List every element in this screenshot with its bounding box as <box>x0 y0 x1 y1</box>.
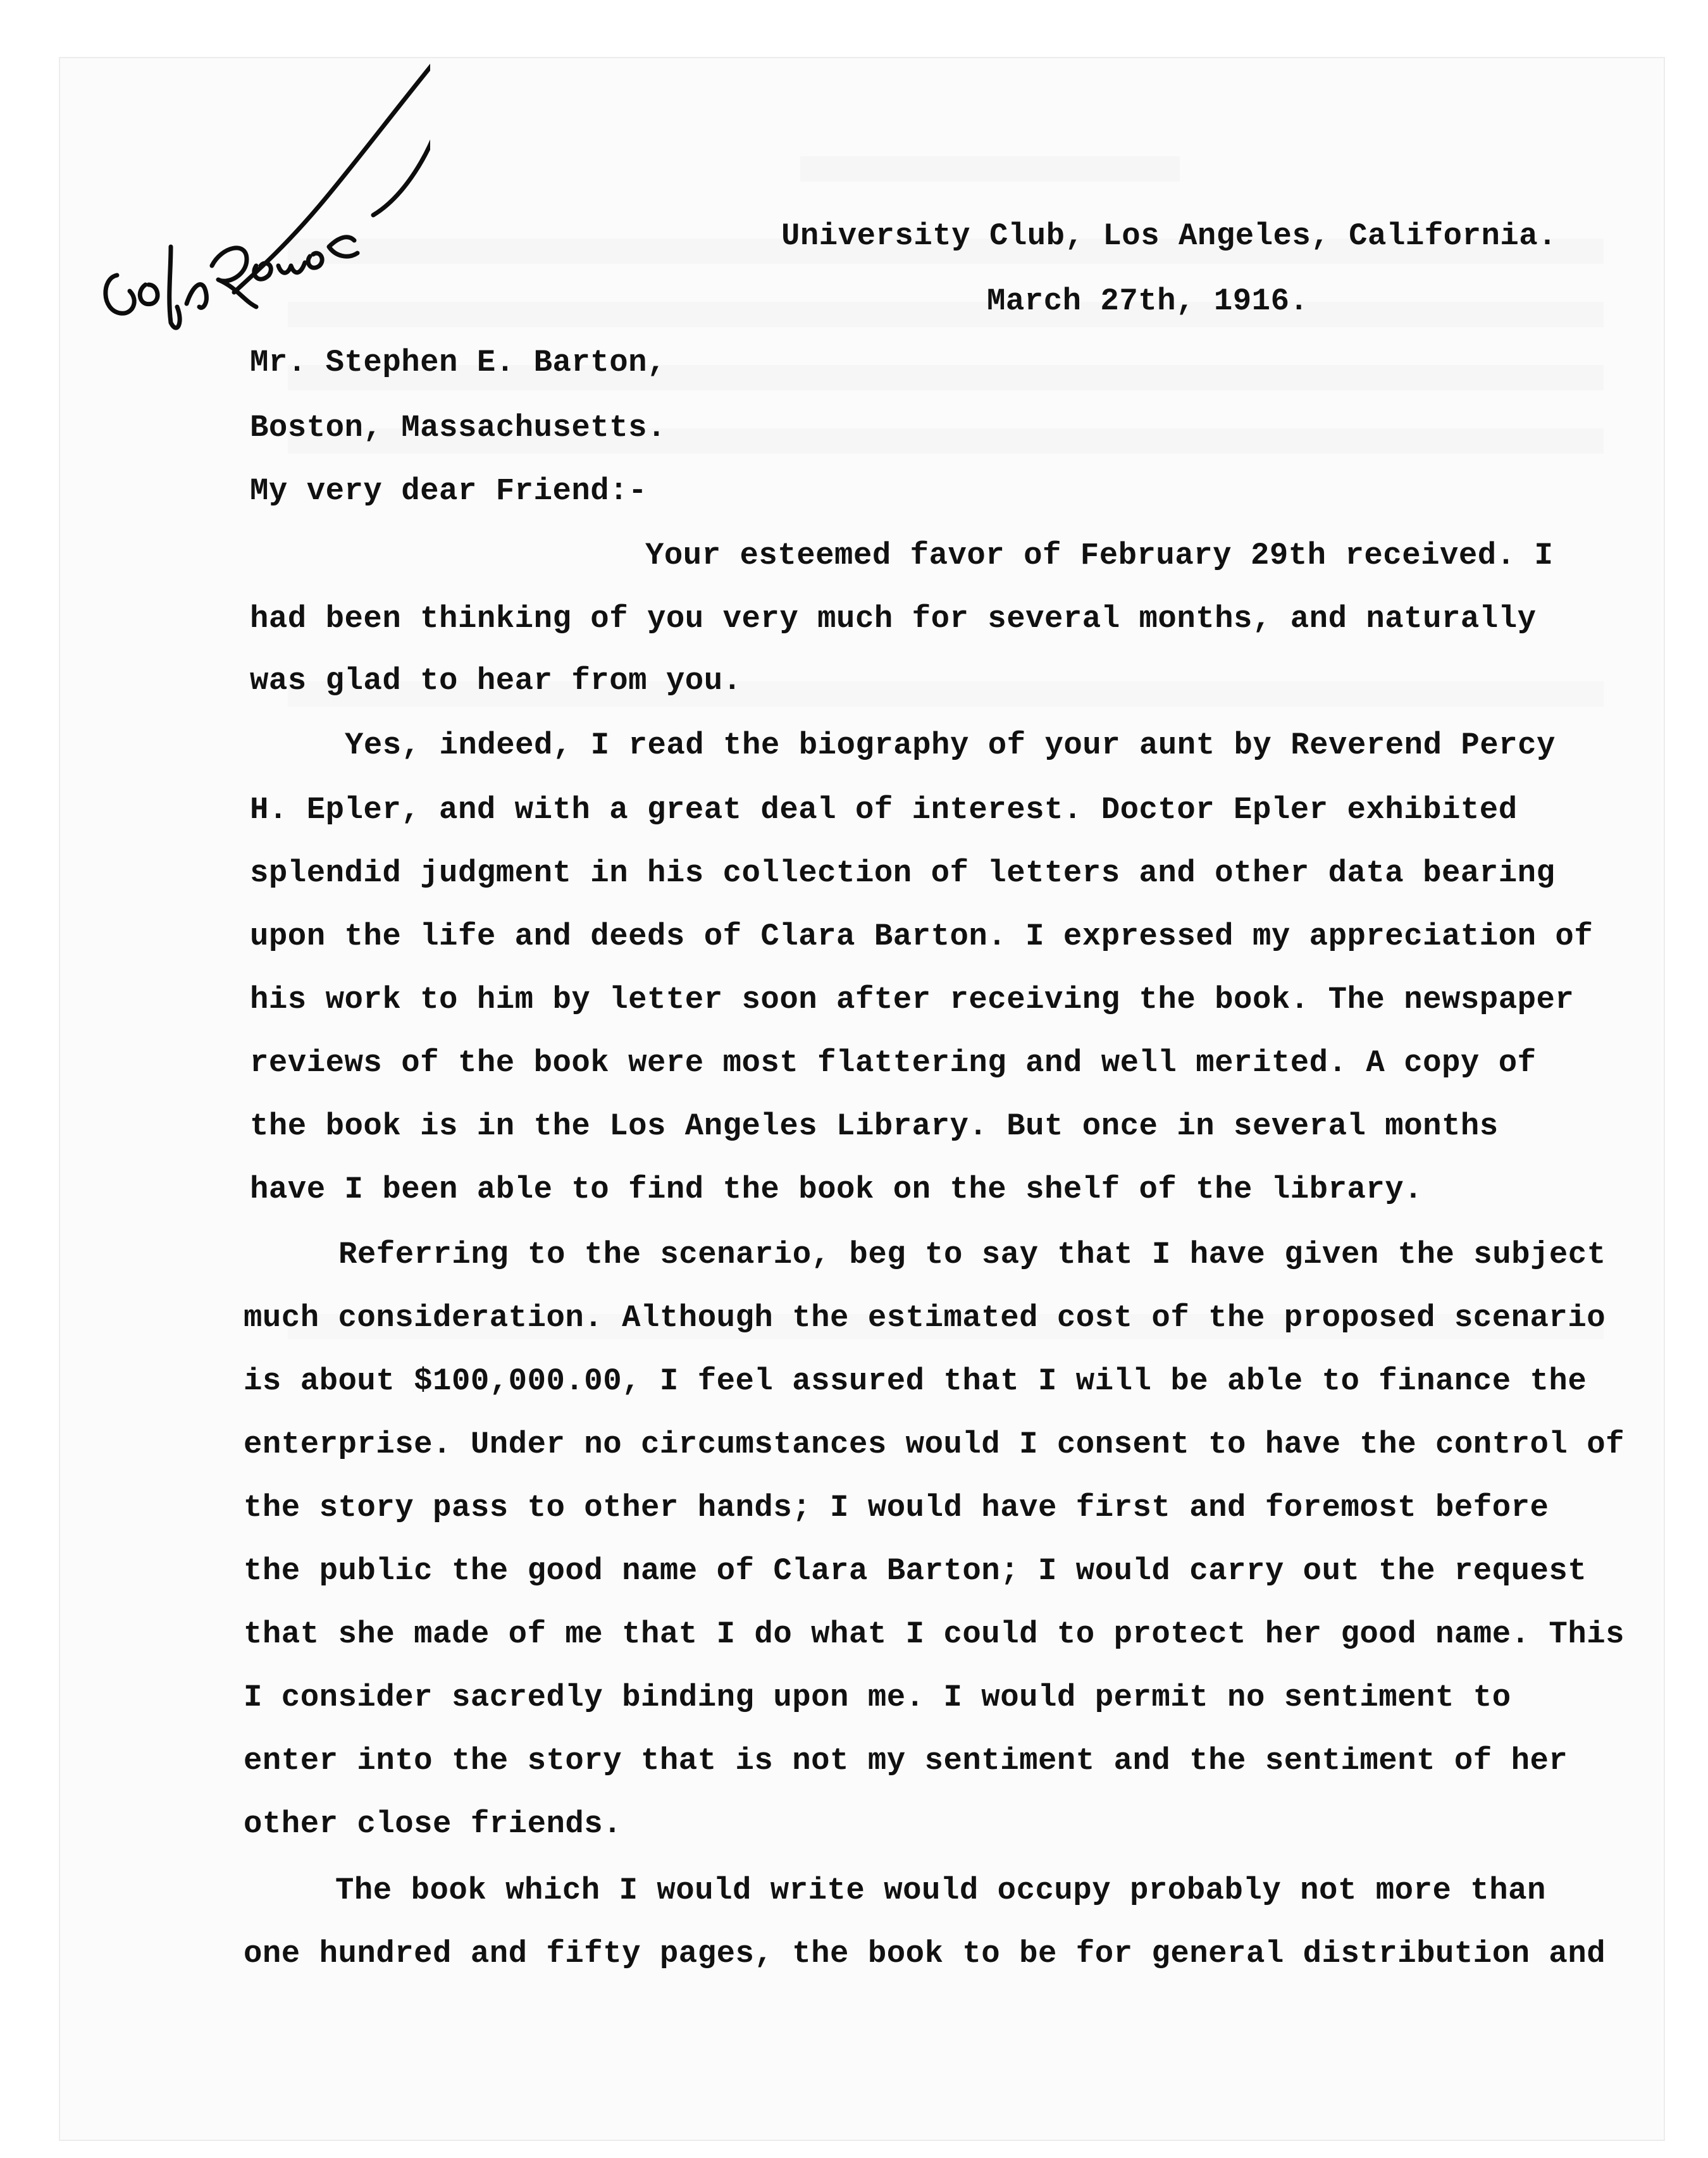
body-line: splendid judgment in his collection of letters and other data bearing <box>250 855 1556 891</box>
body-line: upon the life and deeds of Clara Barton. I expressed my appreciation of <box>250 919 1594 954</box>
salutation: My very dear Friend:- <box>250 473 648 509</box>
recipient-city: Boston, Massachusetts. <box>250 410 666 445</box>
handwritten-annotation-graphic <box>76 57 430 386</box>
recipient-name: Mr. Stephen E. Barton, <box>250 345 666 380</box>
body-line: much consideration. Although the estimated cost of the proposed scenario <box>244 1300 1606 1336</box>
letter-date: March 27th, 1916. <box>987 283 1309 319</box>
handwritten-annotation <box>76 57 430 386</box>
body-line: that she made of me that I do what I could to protect her good name. This <box>244 1616 1625 1652</box>
body-line: The book which I would write would occupy probably not more than <box>335 1873 1546 1908</box>
body-line: had been thinking of you very much for several months, and naturally <box>250 601 1537 636</box>
body-line: have I been able to find the book on the shelf of the library. <box>250 1172 1423 1207</box>
body-line: Yes, indeed, I read the biography of your aunt by Reverend Percy <box>345 728 1556 763</box>
body-line: Your esteemed favor of February 29th received. I <box>645 538 1554 573</box>
body-line: I consider sacredly binding upon me. I would permit no sentiment to <box>244 1680 1511 1715</box>
body-line: other close friends. <box>244 1806 622 1842</box>
body-line: H. Epler, and with a great deal of interest. Doctor Epler exhibited <box>250 792 1518 828</box>
body-line: one hundred and fifty pages, the book to be for general distribution and <box>244 1936 1606 1971</box>
body-line: the book is in the Los Angeles Library. But once in several months <box>250 1108 1499 1144</box>
body-line: Referring to the scenario, beg to say that I have given the subject <box>338 1237 1606 1272</box>
body-line: enter into the story that is not my sentiment and the sentiment of her <box>244 1743 1568 1778</box>
body-line: his work to him by letter soon after receiving the book. The newspaper <box>250 982 1575 1017</box>
body-line: reviews of the book were most flattering and well merited. A copy of <box>250 1045 1537 1081</box>
body-line: the story pass to other hands; I would have first and foremost before <box>244 1490 1549 1525</box>
letter-heading-place: University Club, Los Angeles, California. <box>781 218 1557 254</box>
body-line: was glad to hear from you. <box>250 663 742 698</box>
body-line: enterprise. Under no circumstances would I consent to have the control of <box>244 1427 1625 1462</box>
body-line: the public the good name of Clara Barton; I would carry out the request <box>244 1553 1587 1589</box>
body-line: is about $100,000.00, I feel assured that I will be able to finance the <box>244 1363 1587 1399</box>
